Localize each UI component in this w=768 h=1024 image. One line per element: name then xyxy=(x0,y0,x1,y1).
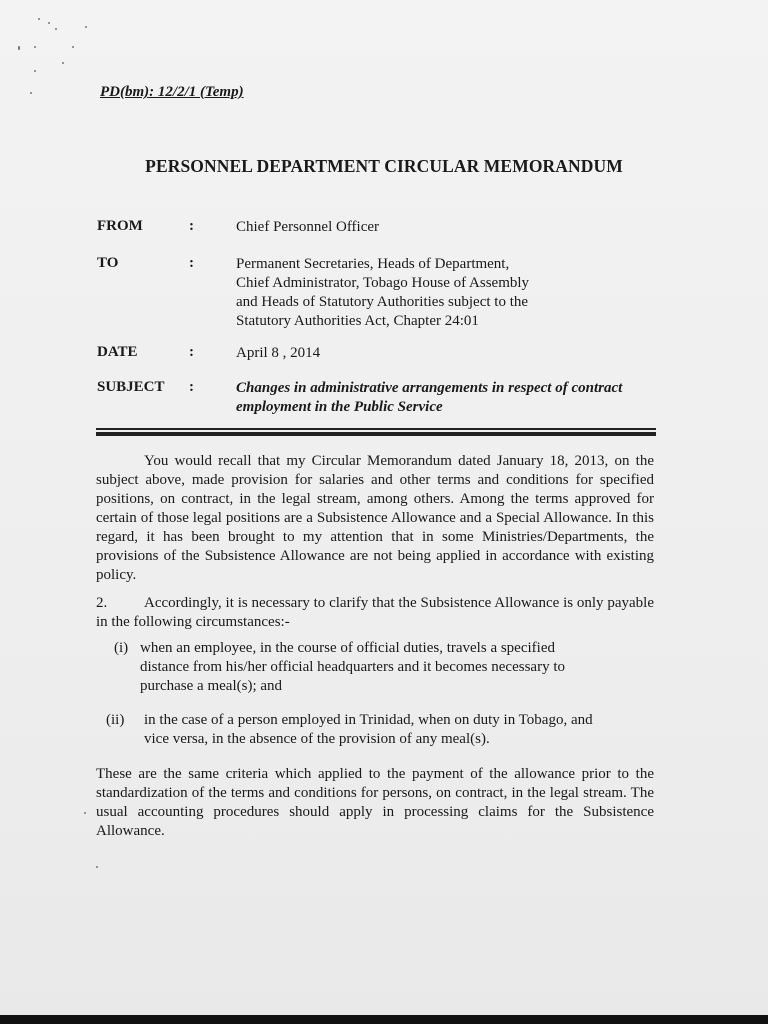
to-line: Permanent Secretaries, Heads of Department, xyxy=(236,256,510,272)
to-line: and Heads of Statutory Authorities subject to the xyxy=(236,294,529,310)
scan-speck xyxy=(34,46,36,48)
page-title: PERSONNEL DEPARTMENT CIRCULAR MEMORANDUM xyxy=(145,156,623,176)
scan-speck xyxy=(62,62,64,64)
scan-edge xyxy=(0,1015,768,1024)
scan-speck xyxy=(55,28,57,30)
to-line: Statutory Authorities Act, Chapter 24:01 xyxy=(236,313,479,329)
scan-speck xyxy=(96,866,98,868)
list-item-text: in the case of a person employed in Trinidad, when on duty in Tobago, and vice versa, in the absence of the provision of any meal(s). xyxy=(144,712,593,747)
scan-speck xyxy=(85,26,87,28)
from-value: Chief Personnel Officer xyxy=(236,219,380,235)
paragraph-2-text: Accordingly, it is necessary to clarify that the Subsistence Allowance is only payable in the following circumstances:- xyxy=(96,595,654,630)
subject-label: SUBJECT xyxy=(97,379,165,395)
subject-colon: : xyxy=(189,379,194,395)
scan-speck xyxy=(18,46,20,50)
to-value xyxy=(236,255,529,331)
scan-speck xyxy=(72,46,74,48)
scan-speck xyxy=(38,18,40,20)
list-item-number: (ii) xyxy=(106,712,125,728)
paragraph-3: These are the same criteria which applied to the payment of the allowance prior to the standardization of the terms and conditions for persons, on contract, in the legal stream. The usual accounting procedures should apply in processing claims for the Subsistence Allowance. xyxy=(96,766,654,839)
to-label: TO xyxy=(97,255,119,271)
to-line: Chief Administrator, Tobago House of Assembly xyxy=(236,275,530,291)
date-colon: : xyxy=(189,344,194,360)
scan-speck xyxy=(84,812,86,814)
reference-number: PD(bm): 12/2/1 (Temp) xyxy=(100,84,244,100)
scan-speck xyxy=(48,22,50,24)
header-rule-thick xyxy=(96,432,656,436)
from-label: FROM xyxy=(97,218,143,234)
date-value: April 8 , 2014 xyxy=(236,345,321,361)
from-colon: : xyxy=(189,218,194,234)
list-item-number: (i) xyxy=(114,640,129,656)
scan-speck xyxy=(34,70,36,72)
scan-speck xyxy=(30,92,32,94)
list-item-text: when an employee, in the course of official duties, travels a specified distance from his/her official headquarters and it becomes necessary to purchase a meal(s); and xyxy=(140,640,565,694)
header-rule-thin xyxy=(96,428,656,430)
date-label: DATE xyxy=(97,344,138,360)
subject-value: Changes in administrative arrangements in respect of contract employment in the Public Service xyxy=(236,380,623,415)
paragraph-1: You would recall that my Circular Memorandum dated January 18, 2013, on the subject above, made provision for salaries and other terms and conditions for specified positions, on contract, in the legal stream, among others. Among the terms approved for certain of those legal positions are a Subsistence Allowance and a Special Allowance. In this regard, it has been brought to my attention that in some Ministries/Departments, the provisions of the Subsistence Allowance are not being applied in accordance with existing policy. xyxy=(96,453,654,583)
paragraph-2-number: 2. xyxy=(96,595,108,611)
paragraph-2 xyxy=(96,594,654,632)
to-colon: : xyxy=(189,255,194,271)
